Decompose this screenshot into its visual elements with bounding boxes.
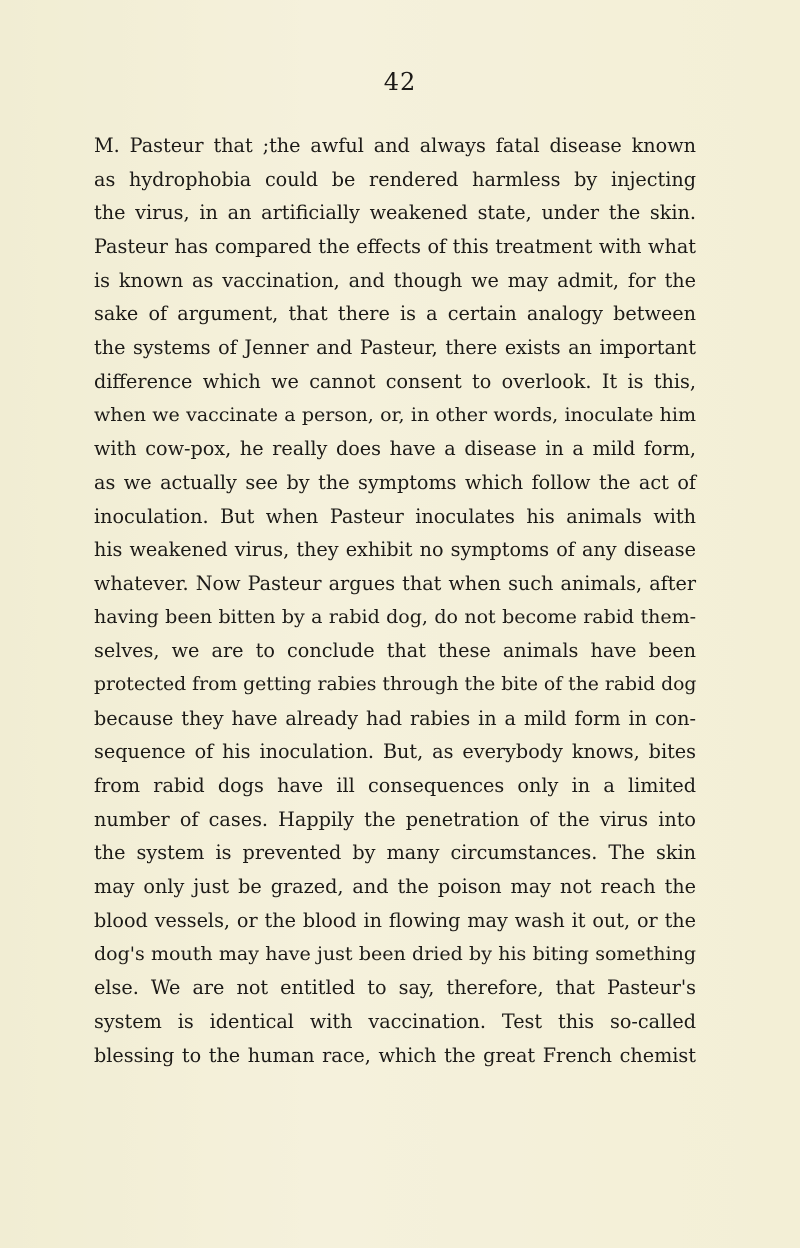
- text-line: else. We are not entitled to say, therefore, that Pasteur's: [94, 976, 696, 1000]
- text-line: number of cases. Happily the penetration of the virus into: [94, 807, 696, 831]
- text-line: his weakened virus, they exhibit no symptoms of any disease: [94, 538, 696, 562]
- text-line: having been bitten by a rabid dog, do not become rabid them-: [94, 605, 696, 628]
- text-line: sequence of his inoculation. But, as everybody knows, bites: [94, 740, 696, 764]
- text-line: when we vaccinate a person, or, in other words, inoculate him: [94, 403, 696, 426]
- text-line: system is identical with vaccination. Test this so-called: [94, 1009, 696, 1033]
- text-line: Pasteur has compared the effects of this treatment with what: [94, 235, 696, 259]
- page-number: 42: [383, 68, 417, 96]
- body-text: [94, 129, 696, 1072]
- text-line: with cow-pox, he really does have a disease in a mild form,: [94, 437, 696, 461]
- text-line: blessing to the human race, which the great French chemist: [94, 1043, 696, 1067]
- text-line: the virus, in an artificially weakened state, under the skin.: [94, 201, 696, 225]
- text-line: selves, we are to conclude that these animals have been: [94, 639, 696, 663]
- text-line: from rabid dogs have ill consequences only in a limited: [94, 774, 696, 798]
- text-line: as we actually see by the symptoms which follow the act of: [94, 470, 696, 494]
- text-line: may only just be grazed, and the poison may not reach the: [94, 875, 696, 899]
- text-line: is known as vaccination, and though we may admit, for the: [94, 268, 696, 292]
- text-line: M. Pasteur that ;the awful and always fatal disease known: [94, 134, 696, 157]
- text-line: the system is prevented by many circumstances. The skin: [94, 841, 696, 865]
- text-line: whatever. Now Pasteur argues that when such animals, after: [94, 571, 696, 595]
- text-line: the systems of Jenner and Pasteur, there exists an important: [94, 336, 696, 360]
- text-line: as hydrophobia could be rendered harmless by injecting: [94, 167, 696, 191]
- text-line: inoculation. But when Pasteur inoculates his animals with: [94, 504, 696, 528]
- text-line: sake of argument, that there is a certain analogy between: [94, 302, 696, 326]
- text-line: blood vessels, or the blood in flowing may wash it out, or the: [94, 908, 696, 932]
- text-line: difference which we cannot consent to overlook. It is this,: [94, 369, 696, 393]
- text-line: because they have already had rabies in a mild form in con-: [94, 706, 696, 730]
- text-line: protected from getting rabies through the bite of the rabid dog: [94, 674, 697, 695]
- text-line: dog's mouth may have just been dried by his biting something: [94, 942, 696, 965]
